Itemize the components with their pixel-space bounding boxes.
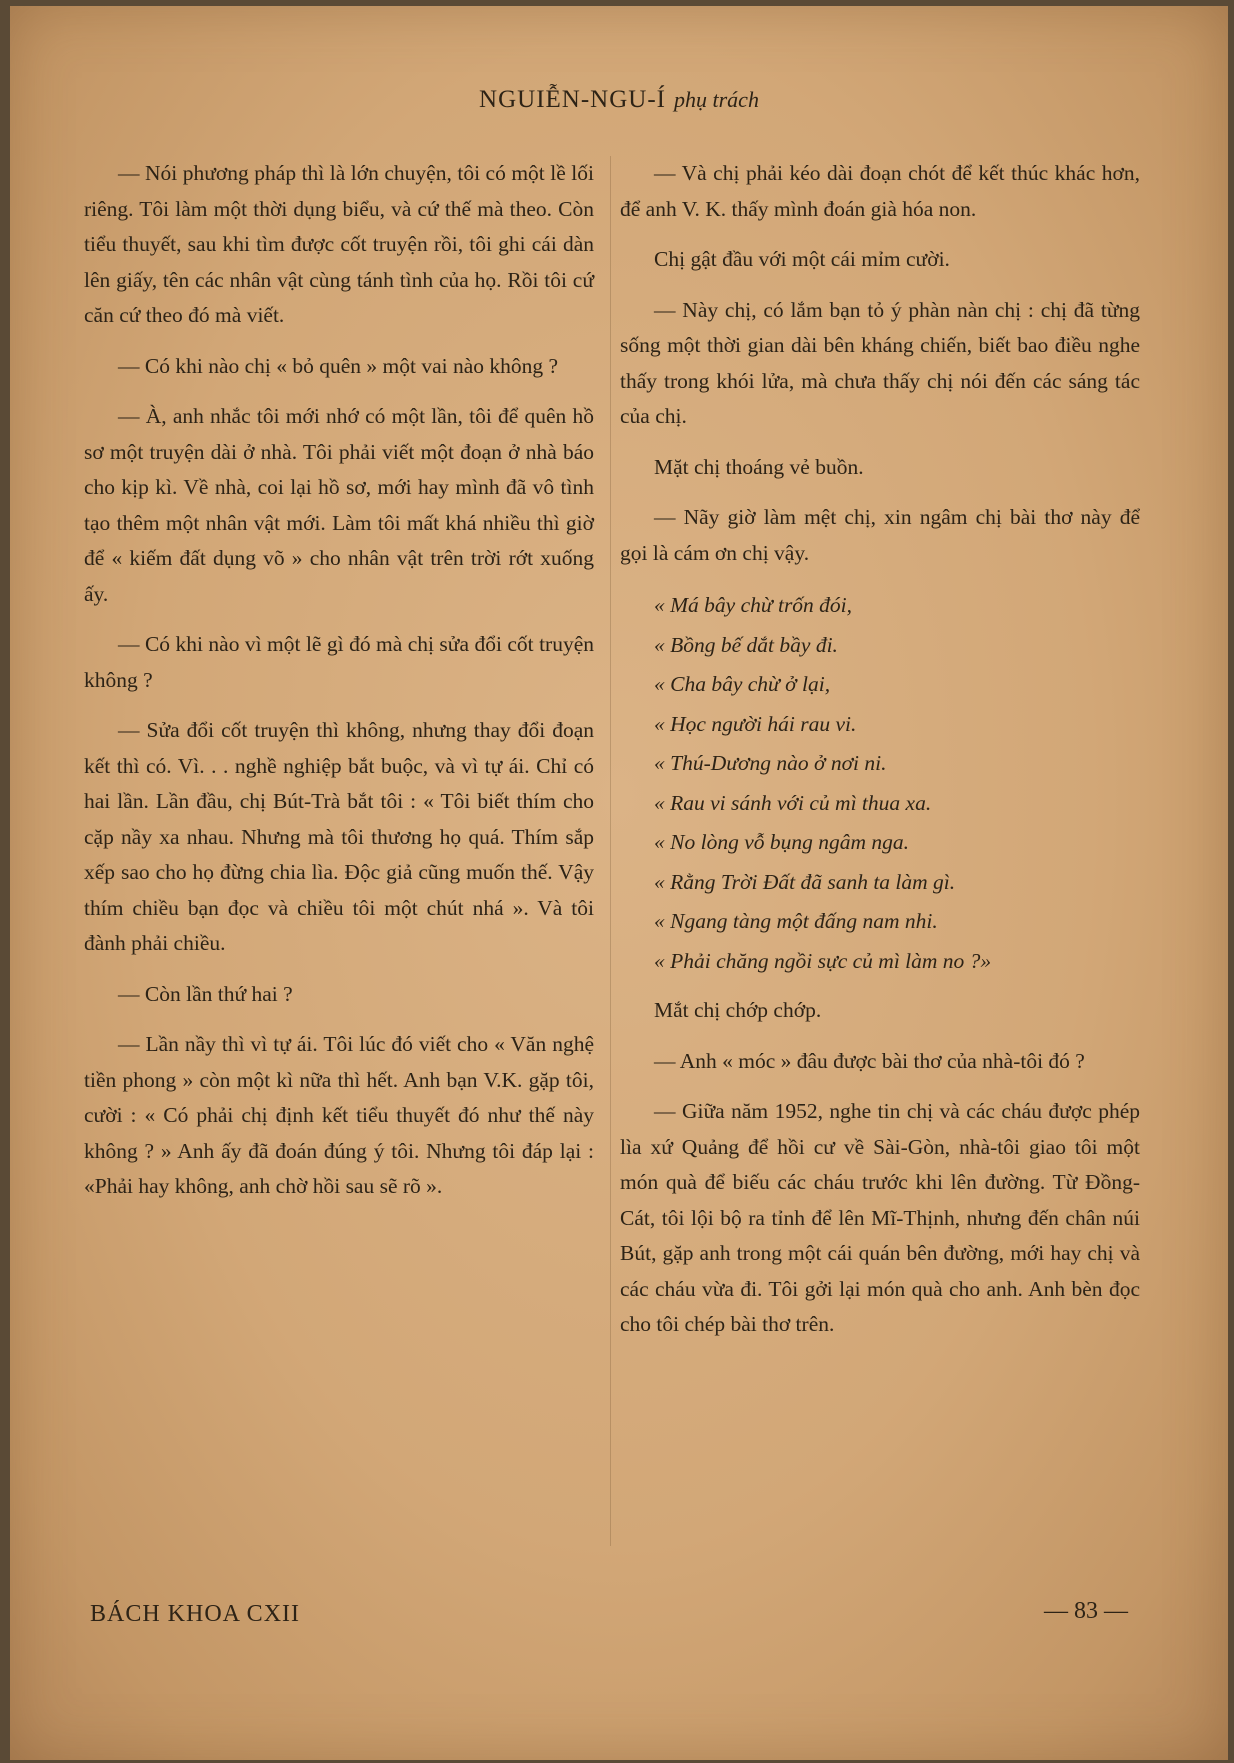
paragraph: — Giữa năm 1952, nghe tin chị và các cháu được phép lìa xứ Quảng để hồi cư về Sài-Gòn, nhà-tôi giao tôi một món quà để biếu các cháu trước khi lên đường. Từ Đồng-Cát, tôi lội bộ ra tỉnh để lên Mĩ-Thịnh, nhưng đến chân núi Bút, gặp anh trong một cái quán bên đường, mới hay chị và các cháu vừa đi. Tôi gởi lại món quà cho anh. Anh bèn đọc cho tôi chép bài thơ trên. [620, 1099, 1140, 1336]
paragraph: Mắt chị chớp chớp. [654, 998, 822, 1022]
poem-line: « Rằng Trời Đất đã sanh ta làm gì. [654, 869, 956, 894]
paragraph: — Còn lần thứ hai ? [118, 981, 293, 1006]
poem-line: « Phải chăng ngồi sực củ mì làm no ?» [654, 948, 992, 973]
paragraph: — Này chị, có lắm bạn tỏ ý phàn nàn chị : chị đã từng sống một thời gian dài bên kháng chiến, biết bao điều nghe thấy trong khói lửa, mà chưa thấy chị nói đến các sáng tác của chị. [620, 297, 1140, 428]
poem-line: « No lòng vỗ bụng ngâm nga. [654, 830, 910, 854]
page-number: — 83 — [1044, 1598, 1128, 1624]
poem-line: « Học người hái rau vi. [654, 711, 857, 736]
magazine-name: BÁCH KHOA CXII [90, 1601, 301, 1627]
paragraph: Chị gật đầu với một cái mỉm cười. [654, 247, 950, 271]
poem-line: « Má bây chừ trốn đói, [654, 593, 853, 617]
right-column [620, 156, 1140, 1358]
left-column [84, 156, 594, 1220]
paragraph: — Nói phương pháp thì là lớn chuyện, tôi có một lề lối riêng. Tôi làm một thời dụng biểu, và cứ thế mà theo. Còn tiểu thuyết, sau khi tìm được cốt truyện rồi, tôi ghi cái dàn lên giấy, tên các nhân vật cùng tánh tình của họ. Rồi tôi cứ căn cứ theo đó mà viết. [84, 161, 594, 327]
poem-line: « Bồng bế dắt bầy đi. [654, 632, 838, 657]
paragraph: Mặt chị thoáng vẻ buồn. [654, 454, 864, 479]
paragraph: — Sửa đổi cốt truyện thì không, nhưng thay đổi đoạn kết thì có. Vì. . . nghề nghiệp bắt buộc, và vì tự ái. Chỉ có hai lần. Lần đầu, chị Bút-Trà bắt tôi : « Tôi biết thím cho cặp nầy xa nhau. Nhưng mà tôi thương họ quá. Thím sắp xếp sao cho họ đừng chia lìa. Độc giả cũng muốn thế. Vậy thím chiều bạn đọc và chiều tôi một chút nhá ». Và tôi đành phải chiều. [84, 718, 594, 955]
poem-line: « Cha bây chừ ở lại, [654, 672, 831, 696]
paragraph: — Có khi nào vì một lẽ gì đó mà chị sửa đổi cốt truyện không ? [84, 632, 594, 692]
paragraph: — Anh « móc » đâu được bài thơ của nhà-tôi đó ? [654, 1048, 1085, 1073]
paragraph: — Nãy giờ làm mệt chị, xin ngâm chị bài thơ này để gọi là cám ơn chị vậy. [620, 505, 1140, 565]
header-title: NGUIỄN-NGU-Í [479, 86, 666, 113]
poem [620, 586, 1140, 981]
paragraph: — Có khi nào chị « bỏ quên » một vai nào không ? [118, 353, 559, 378]
poem-line: « Thú-Dương nào ở nơi ni. [654, 751, 887, 775]
paragraph: — Lần nầy thì vì tự ái. Tôi lúc đó viết cho « Văn nghệ tiền phong » còn một kì nữa thì hết. Anh bạn V.K. gặp tôi, cười : « Có phải chị định kết tiểu thuyết đó như thế này không ? » Anh ấy đã đoán đúng ý tôi. Nhưng tôi đáp lại : «Phải hay không, anh chờ hồi sau sẽ rõ ». [84, 1032, 594, 1198]
page [10, 6, 1228, 1760]
poem-line: « Rau vi sánh với củ mì thua xa. [654, 790, 932, 815]
header-subtitle: phụ trách [674, 87, 759, 112]
column-divider [610, 156, 611, 1546]
poem-line: « Ngang tàng một đấng nam nhi. [654, 909, 938, 933]
paragraph: — Và chị phải kéo dài đoạn chót để kết thúc khác hơn, để anh V. K. thấy mình đoán già hóa non. [620, 161, 1140, 221]
page-header [10, 86, 1228, 114]
paragraph: — À, anh nhắc tôi mới nhớ có một lần, tôi để quên hồ sơ một truyện dài ở nhà. Tôi phải viết một đoạn ở nhà báo cho kịp kì. Về nhà, coi lại hồ sơ, mới hay mình đã vô tình tạo thêm một nhân vật mới. Làm tôi mất khá nhiều thì giờ để « kiếm đất dụng võ » cho nhân vật trên trời rớt xuống ấy. [84, 404, 594, 606]
